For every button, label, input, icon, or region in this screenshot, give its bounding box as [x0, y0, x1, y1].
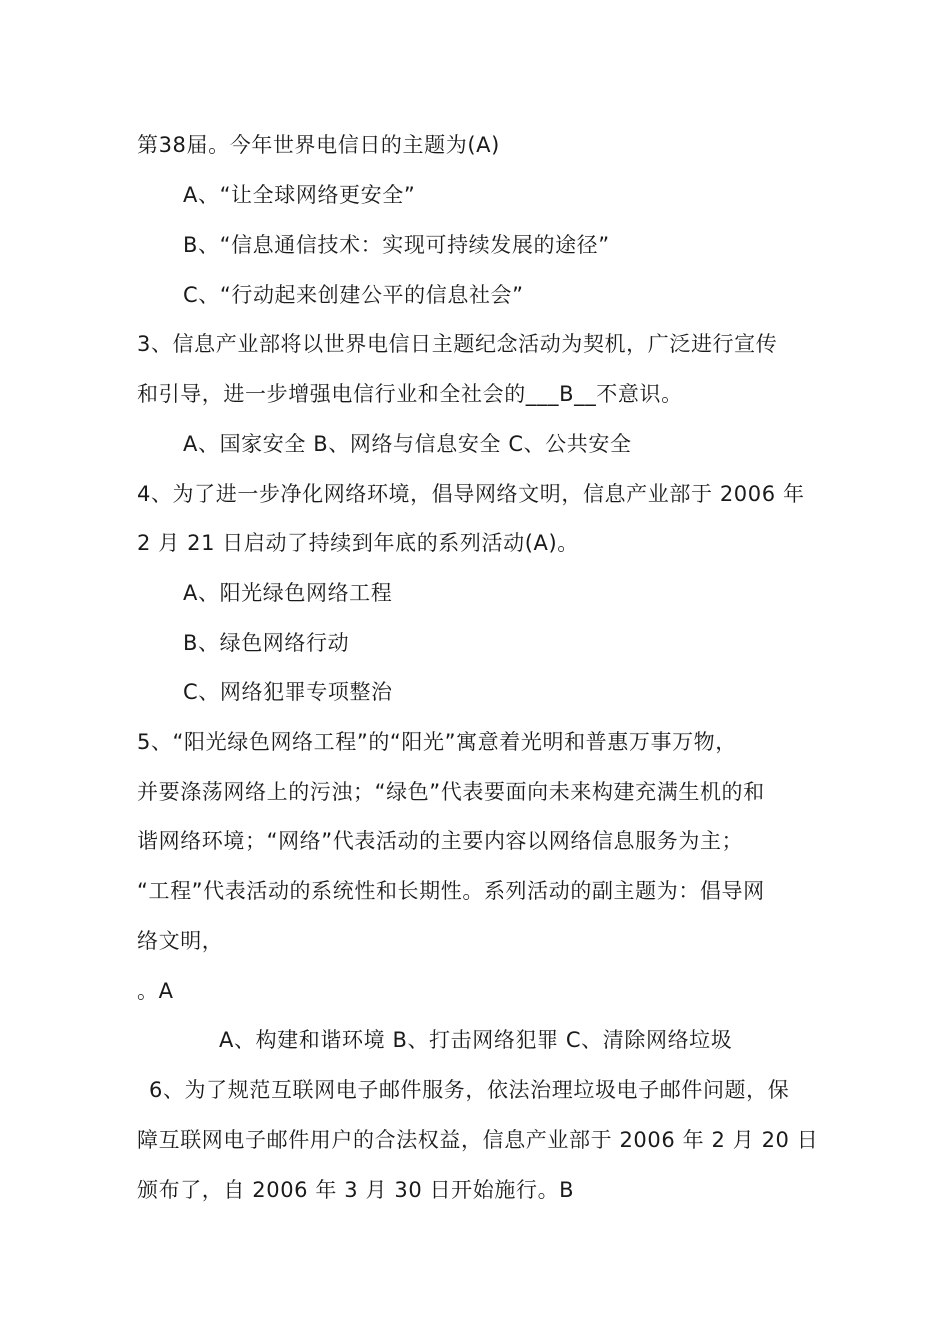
question-line: 6、为了规范互联网电子邮件服务，依法治理垃圾电子邮件问题，保 — [149, 1078, 790, 1102]
text-line: 并要涤荡网络上的污浊；“绿色”代表要面向未来构建充满生机的和 — [137, 780, 765, 804]
option-line: A、阳光绿色网络工程 — [183, 581, 393, 605]
answer-line: 。A — [137, 979, 174, 1003]
text-line: 第38届。今年世界电信日的主题为(A) — [137, 133, 500, 157]
text-line: 谐网络环境；“网络”代表活动的主要内容以网络信息服务为主； — [137, 829, 744, 853]
option-line: B、绿色网络行动 — [183, 631, 350, 655]
question-line: 3、信息产业部将以世界电信日主题纪念活动为契机，广泛进行宣传 — [137, 332, 778, 356]
text-line: 障互联网电子邮件用户的合法权益，信息产业部于 2006 年 2 月 20 日 — [137, 1128, 819, 1152]
option-line: B、“信息通信技术：实现可持续发展的途径” — [183, 233, 610, 257]
text-line: “工程”代表活动的系统性和长期性。系列活动的副主题为：倡导网 — [137, 879, 765, 903]
text-line: 2 月 21 日启动了持续到年底的系列活动(A)。 — [137, 531, 579, 555]
text-line: 络文明， — [137, 929, 224, 953]
option-line: A、“让全球网络更安全” — [183, 183, 416, 207]
option-line: A、构建和谐环境 B、打击网络犯罪 C、清除网络垃圾 — [219, 1028, 733, 1052]
text-line: 颁布了，自 2006 年 3 月 30 日开始施行。B — [137, 1178, 575, 1202]
question-line: 5、“阳光绿色网络工程”的“阳光”寓意着光明和普惠万事万物， — [137, 730, 737, 754]
option-line: C、“行动起来创建公平的信息社会” — [183, 283, 524, 307]
option-line: C、网络犯罪专项整治 — [183, 680, 393, 704]
text-line: 和引导，进一步增强电信行业和全社会的___B__不意识。 — [137, 382, 683, 406]
question-line: 4、为了进一步净化网络环境，倡导网络文明，信息产业部于 2006 年 — [137, 482, 805, 506]
option-line: A、国家安全 B、网络与信息安全 C、公共安全 — [183, 432, 632, 456]
